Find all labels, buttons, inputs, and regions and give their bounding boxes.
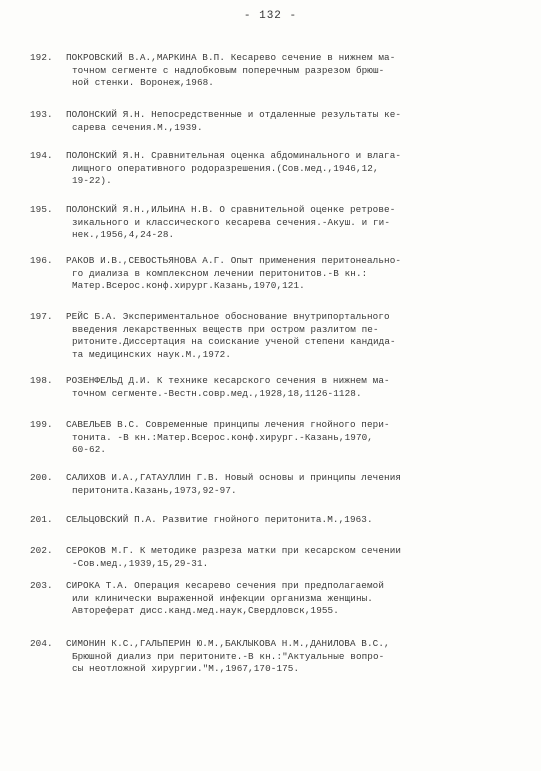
entry-line: введения лекарственных веществ при остром разлитом пе- bbox=[72, 323, 379, 335]
entry-number: 195. bbox=[30, 204, 53, 215]
entry-text bbox=[66, 514, 373, 527]
entry-number: 196. bbox=[30, 255, 53, 266]
entry-text bbox=[66, 311, 396, 361]
entry-text bbox=[66, 638, 390, 676]
entry-line: ПОЛОНСКИЙ Я.Н.,ИЛЬИНА Н.В. О сравнительной оценке ретрове- bbox=[66, 204, 396, 215]
entry-text bbox=[66, 580, 384, 618]
entry-line: лищного оперативного родоразрешения.(Сов.мед.,1946,12, bbox=[72, 162, 379, 174]
bibliography-entry bbox=[30, 204, 395, 242]
entry-number: 204. bbox=[30, 638, 53, 649]
entry-number: 194. bbox=[30, 150, 53, 161]
entry-number: 202. bbox=[30, 545, 53, 556]
entry-line: САЛИХОВ И.А.,ГАТАУЛЛИН Г.В. Новый основы и принципы лечения bbox=[66, 472, 402, 483]
entry-line: Автореферат дисс.канд.мед.наук,Свердловск,1955. bbox=[72, 605, 339, 616]
entry-number: 201. bbox=[30, 514, 53, 525]
entry-text bbox=[66, 109, 401, 134]
entry-line: Матер.Всерос.конф.хирург.Казань,1970,121. bbox=[72, 280, 305, 291]
entry-line: ПОКРОВСКИЙ В.А.,МАРКИНА В.П. Кесарево сечение в нижнем ма- bbox=[66, 52, 396, 63]
entry-line: ной стенки. Воронеж,1968. bbox=[72, 77, 214, 88]
entry-number: 192. bbox=[30, 52, 53, 63]
entry-line: зикального и классического кесарева сечения.-Акуш. и ги- bbox=[72, 216, 391, 228]
entry-text bbox=[66, 419, 390, 457]
entry-line: САВЕЛЬЕВ В.С. Современные принципы лечения гнойного пери- bbox=[66, 419, 390, 430]
entry-line: перитонита.Казань,1973,92-97. bbox=[72, 484, 237, 496]
bibliography-entry bbox=[30, 580, 384, 618]
entry-line: или клинически выраженной инфекции организма женщины. bbox=[72, 592, 373, 604]
entry-number: 197. bbox=[30, 311, 53, 322]
entry-line: та медицинских наук.М.,1972. bbox=[72, 348, 232, 360]
entry-text bbox=[66, 255, 401, 293]
entry-line: СЕЛЬЦОВСКИЙ П.А. Развитие гнойного перитонита.М.,1963. bbox=[66, 514, 373, 525]
bibliography-entry bbox=[30, 545, 401, 570]
entry-number: 200. bbox=[30, 472, 53, 483]
bibliography-entry bbox=[30, 52, 395, 90]
entry-line: го диализа в комплексном лечении перитонитов.-В кн.: bbox=[72, 267, 368, 279]
entry-line: -Сов.мед.,1939,15,29-31. bbox=[72, 557, 209, 569]
entry-text bbox=[66, 375, 390, 400]
page-number: - 132 - bbox=[243, 10, 298, 22]
entry-line: сы неотложной хирургии."М.,1967,170-175. bbox=[72, 663, 300, 674]
bibliography-entry bbox=[30, 638, 390, 676]
entry-line: СИРОКА Т.А. Операция кесарево сечения при предполагаемой bbox=[66, 580, 385, 591]
bibliography-entry bbox=[30, 419, 390, 457]
bibliography-entry bbox=[30, 255, 401, 293]
entry-number: 203. bbox=[30, 580, 53, 591]
entry-line: РЕЙС Б.А. Экспериментальное обоснование внутрипортального bbox=[66, 311, 390, 322]
entry-text bbox=[66, 204, 395, 242]
bibliography-entry bbox=[30, 472, 401, 497]
entry-line: точном сегменте с надлобковым поперечным разрезом брюш- bbox=[72, 64, 385, 76]
entry-line: СЕРОКОВ М.Г. К методике разреза матки при кесарском сечении bbox=[66, 545, 402, 556]
entry-line: сарева сечения.М.,1939. bbox=[72, 121, 203, 133]
entry-line: нек.,1956,4,24-28. bbox=[72, 229, 175, 240]
entry-text bbox=[66, 545, 401, 570]
entry-line: ПОЛОНСКИЙ Я.Н. Сравнительная оценка абдоминального и влага- bbox=[66, 150, 402, 161]
bibliography-entry bbox=[30, 514, 373, 527]
bibliography-entry bbox=[30, 150, 401, 188]
bibliography-entry bbox=[30, 109, 401, 134]
entry-line: Брюшной диализ при перитоните.-В кн.:"Актуальные вопро- bbox=[72, 650, 385, 662]
entry-line: РАКОВ И.В.,СЕВОСТЬЯНОВА А.Г. Опыт применения перитонеально- bbox=[66, 255, 402, 266]
entry-line: СИМОНИН К.С.,ГАЛЬПЕРИН Ю.М.,БАКЛЫКОВА Н.М.,ДАНИЛОВА В.С., bbox=[66, 638, 390, 649]
entry-line: тонита. -В кн.:Матер.Всерос.конф.хирург.-Казань,1970, bbox=[72, 431, 373, 443]
entry-line: 60-62. bbox=[72, 444, 107, 455]
entry-text bbox=[66, 52, 395, 90]
entry-line: ПОЛОНСКИЙ Я.Н. Непосредственные и отдаленные результаты ке- bbox=[66, 109, 402, 120]
entry-number: 198. bbox=[30, 375, 53, 386]
entry-number: 193. bbox=[30, 109, 53, 120]
bibliography-entry bbox=[30, 311, 396, 361]
bibliography-entry bbox=[30, 375, 390, 400]
entry-line: ритоните.Диссертация на соискание ученой степени кандида- bbox=[72, 336, 396, 347]
entry-number: 199. bbox=[30, 419, 53, 430]
entry-line: 19-22). bbox=[72, 175, 112, 186]
entry-text bbox=[66, 472, 401, 497]
entry-line: РОЗЕНФЕЛЬД Д.И. К технике кесарского сечения в нижнем ма- bbox=[66, 375, 390, 386]
entry-line: точном сегменте.-Вестн.совр.мед.,1928,18,1126-1128. bbox=[72, 387, 362, 399]
entry-text bbox=[66, 150, 401, 188]
